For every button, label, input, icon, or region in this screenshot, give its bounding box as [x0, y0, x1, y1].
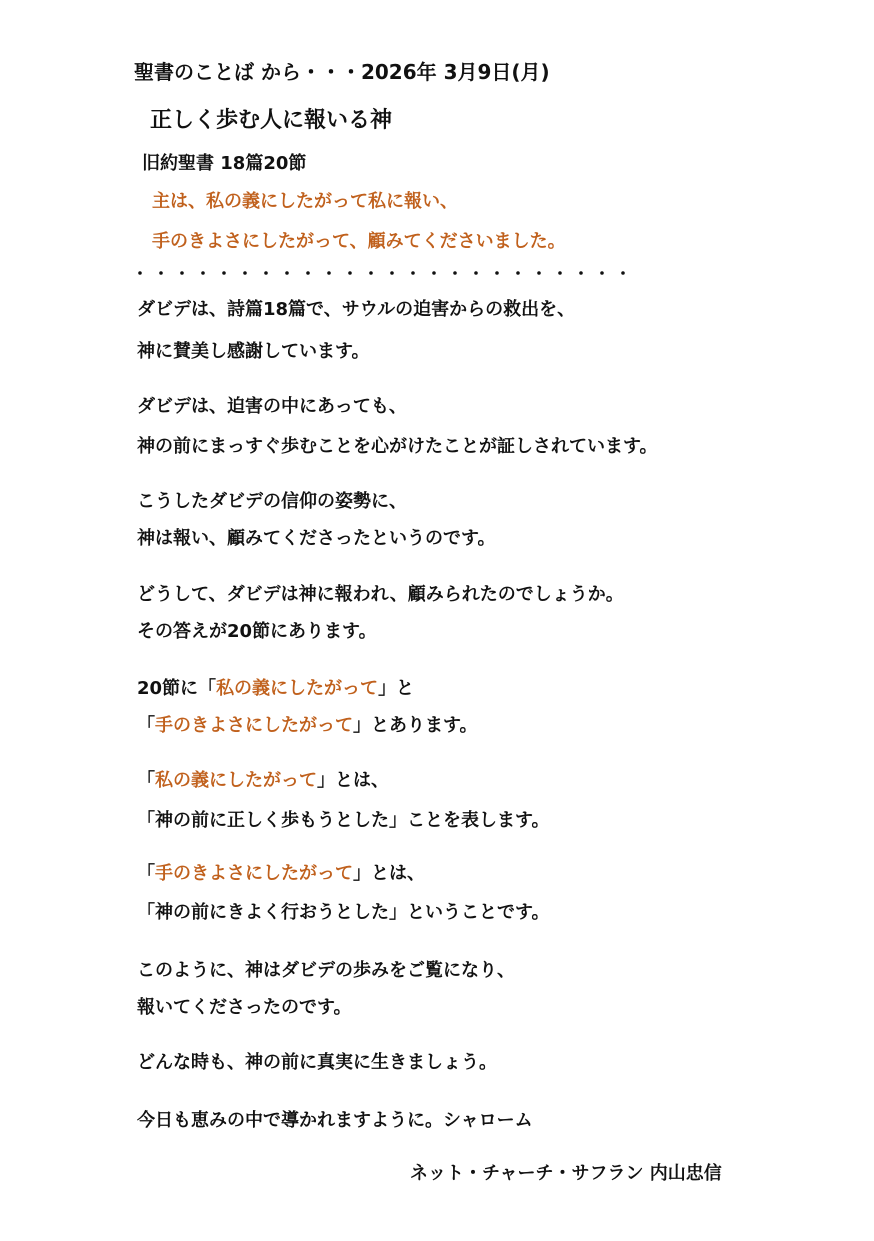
- paragraph-1-line-1: ダビデは、詩篇18篇で、サウルの迫害からの救出を、: [137, 299, 576, 320]
- paragraph-4-line-1: どうして、ダビデは神に報われ、顧みられたのでしょうか。: [137, 584, 624, 605]
- paragraph-3-line-1: こうしたダビデの信仰の姿勢に、: [137, 491, 407, 512]
- paragraph-2-line-2: 神の前にまっすぐ歩むことを心がけたことが証しされています。: [137, 436, 658, 457]
- main-title: 正しく歩む人に報いる神: [150, 108, 393, 133]
- text-segment: 「: [137, 863, 155, 884]
- scripture-reference: 旧約聖書 18篇20節: [142, 153, 307, 174]
- paragraph-10-line-1: 今日も恵みの中で導かれますように。シャローム: [137, 1110, 533, 1131]
- highlighted-phrase: 私の義にしたがって: [216, 678, 379, 699]
- text-segment: 」とは、: [353, 863, 425, 884]
- text-segment: 」と: [378, 678, 415, 699]
- paragraph-9-line-1: どんな時も、神の前に真実に生きましょう。: [137, 1052, 497, 1073]
- paragraph-5-line-1: [137, 677, 414, 701]
- paragraph-7-line-2: 「神の前にきよく行おうとした」ということです。: [137, 902, 550, 923]
- paragraph-2-line-1: ダビデは、迫害の中にあっても、: [137, 396, 407, 417]
- verse-line-2: 手のきよさにしたがって、顧みてくださいました。: [152, 231, 566, 252]
- paragraph-7-line-1: [137, 862, 425, 886]
- paragraph-3-line-2: 神は報い、顧みてくださったというのです。: [137, 528, 496, 549]
- verse-line-1: 主は、私の義にしたがって私に報い、: [152, 191, 458, 212]
- highlighted-phrase: 私の義にしたがって: [155, 770, 317, 791]
- text-segment: 「: [137, 770, 155, 791]
- signature: ネット・チャーチ・サフラン 内山忠信: [410, 1163, 722, 1184]
- dotted-divider: ・・・・・・・・・・・・・・・・・・・・・・・・: [132, 264, 637, 283]
- text-segment: 」とは、: [317, 770, 389, 791]
- paragraph-8-line-1: このように、神はダビデの歩みをご覧になり、: [137, 960, 515, 981]
- paragraph-5-line-2: [137, 714, 478, 738]
- paragraph-1-line-2: 神に賛美し感謝しています。: [137, 341, 370, 362]
- header-title: 聖書のことば から・・・2026年 3月9日(月): [134, 60, 550, 84]
- text-segment: 「: [137, 715, 155, 736]
- text-segment: 20節に「: [137, 678, 217, 699]
- paragraph-8-line-2: 報いてくださったのです。: [137, 997, 352, 1018]
- paragraph-6-line-2: 「神の前に正しく歩もうとした」ことを表します。: [137, 810, 550, 831]
- highlighted-phrase: 手のきよさにしたがって: [155, 715, 353, 736]
- highlighted-phrase: 手のきよさにしたがって: [155, 863, 353, 884]
- paragraph-4-line-2: その答えが20節にあります。: [137, 621, 377, 642]
- text-segment: 」とあります。: [353, 715, 478, 736]
- paragraph-6-line-1: [137, 769, 389, 793]
